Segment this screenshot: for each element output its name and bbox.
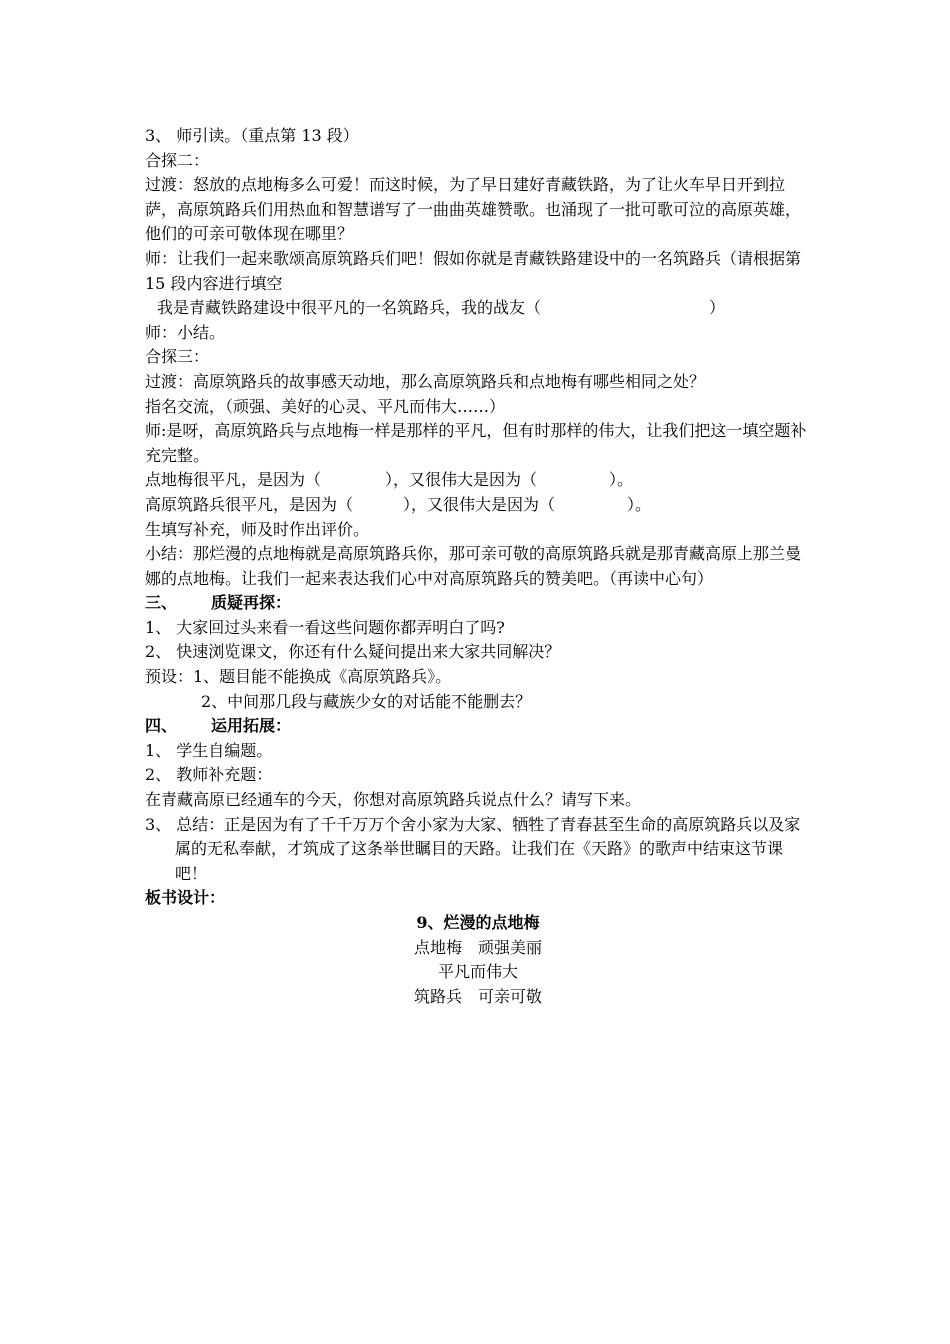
lesson-content [145, 124, 811, 1009]
teacher-summary: 师：小结。 [145, 322, 226, 342]
extension-item-2-text: 在青藏高原已经通车的今天，你想对高原筑路兵说点什么？请写下来。 [145, 790, 642, 810]
board-line-3: 筑路兵 可亲可敬 [413, 986, 542, 1006]
preset-item-1: 预设：1、题目能不能换成《高原筑路兵》。 [145, 667, 452, 687]
section-number: 三、 [145, 593, 178, 613]
section-number: 四、 [145, 716, 178, 736]
step-teacher-guide: 3、 师引读。（重点第 13 段） [145, 126, 359, 145]
probe-three-title: 合探三： [145, 347, 210, 367]
fill-blank-soldier-part-1: 高原筑路兵很平凡，是因为（ [145, 494, 354, 514]
fill-blank-flower-part-2: ），又很伟大是因为（ [385, 470, 538, 490]
section-heading-extension [145, 714, 811, 739]
board-design-title: 板书设计： [145, 888, 226, 908]
transition-paragraph-1: 过渡：怒放的点地梅多么可爱！而这时候，为了早日建好青藏铁路，为了让火车早日开到拉萨，高原筑路兵们用热血和智慧谱写了一曲曲英雄赞歌。也涌现了一批可歌可泣的高原英雄，他们的可亲可敬体现在哪里？ [145, 175, 802, 244]
board-heading: 9、烂漫的点地梅 [416, 913, 540, 932]
fill-blank-soldier [145, 493, 811, 518]
fill-blank-comrade [145, 296, 811, 321]
teacher-prompt-1: 师：让我们一起来歌颂高原筑路兵们吧！假如你就是青藏铁路建设中的一名筑路兵（请根据第 15 段内容进行填空 [145, 248, 802, 293]
section-title: 运用拓展： [211, 716, 292, 736]
fill-blank-comrade-text: 我是青藏铁路建设中很平凡的一名筑路兵，我的战友（ [157, 298, 542, 318]
extension-item-1: 1、 学生自编题。 [145, 740, 273, 760]
question-item-2: 2、 快速浏览课文，你还有什么疑问提出来大家共同解决？ [145, 642, 561, 662]
section-heading-question [145, 591, 811, 616]
summary-paragraph: 小结：那烂漫的点地梅就是高原筑路兵你，那可亲可敬的高原筑路兵就是那青藏高原上那兰曼娜的点地梅。让我们一起来表达我们心中对高原筑路兵的赞美吧。（再读中心句） [145, 544, 802, 588]
board-line-1: 点地梅 顽强美丽 [413, 937, 542, 957]
probe-two-title: 合探二： [145, 150, 210, 170]
transition-paragraph-2: 过渡：高原筑路兵的故事感天动地，那么高原筑路兵和点地梅有哪些相同之处？ [145, 371, 706, 391]
fill-blank-flower-part-1: 点地梅很平凡，是因为（ [145, 470, 322, 490]
fill-blank-flower [145, 468, 811, 493]
teacher-prompt-2: 师:是呀，高原筑路兵与点地梅一样是那样的平凡，但有时那样的伟大，让我们把这一填空题补充完整。 [145, 421, 807, 465]
student-fill-note: 生填写补充，师及时作出评价。 [145, 519, 370, 539]
fill-blank-flower-part-3: ）。 [609, 470, 634, 490]
board-line-2: 平凡而伟大 [437, 962, 518, 982]
fill-blank-soldier-part-3: ）。 [627, 494, 652, 514]
fill-blank-comrade-close: ） [709, 298, 726, 318]
question-item-1: 1、 大家回过头来看一看这些问题你都弄明白了吗? [145, 617, 505, 637]
name-exchange: 指名交流，（顽强、美好的心灵、平凡而伟大……） [145, 396, 506, 416]
fill-blank-soldier-part-2: ），又很伟大是因为（ [403, 494, 556, 514]
preset-item-2: 2、中间那几段与藏族少女的对话能不能删去？ [201, 691, 532, 711]
extension-item-2: 2、 教师补充题： [145, 765, 273, 785]
extension-item-3: 3、 总结：正是因为有了千千万万个舍小家为大家、牺牲了青春甚至生命的高原筑路兵以及家属的无私奉献，才筑成了这条举世瞩目的天路。让我们在《天路》的歌声中结束这节课吧！ [145, 814, 801, 883]
section-title: 质疑再探： [211, 593, 292, 613]
